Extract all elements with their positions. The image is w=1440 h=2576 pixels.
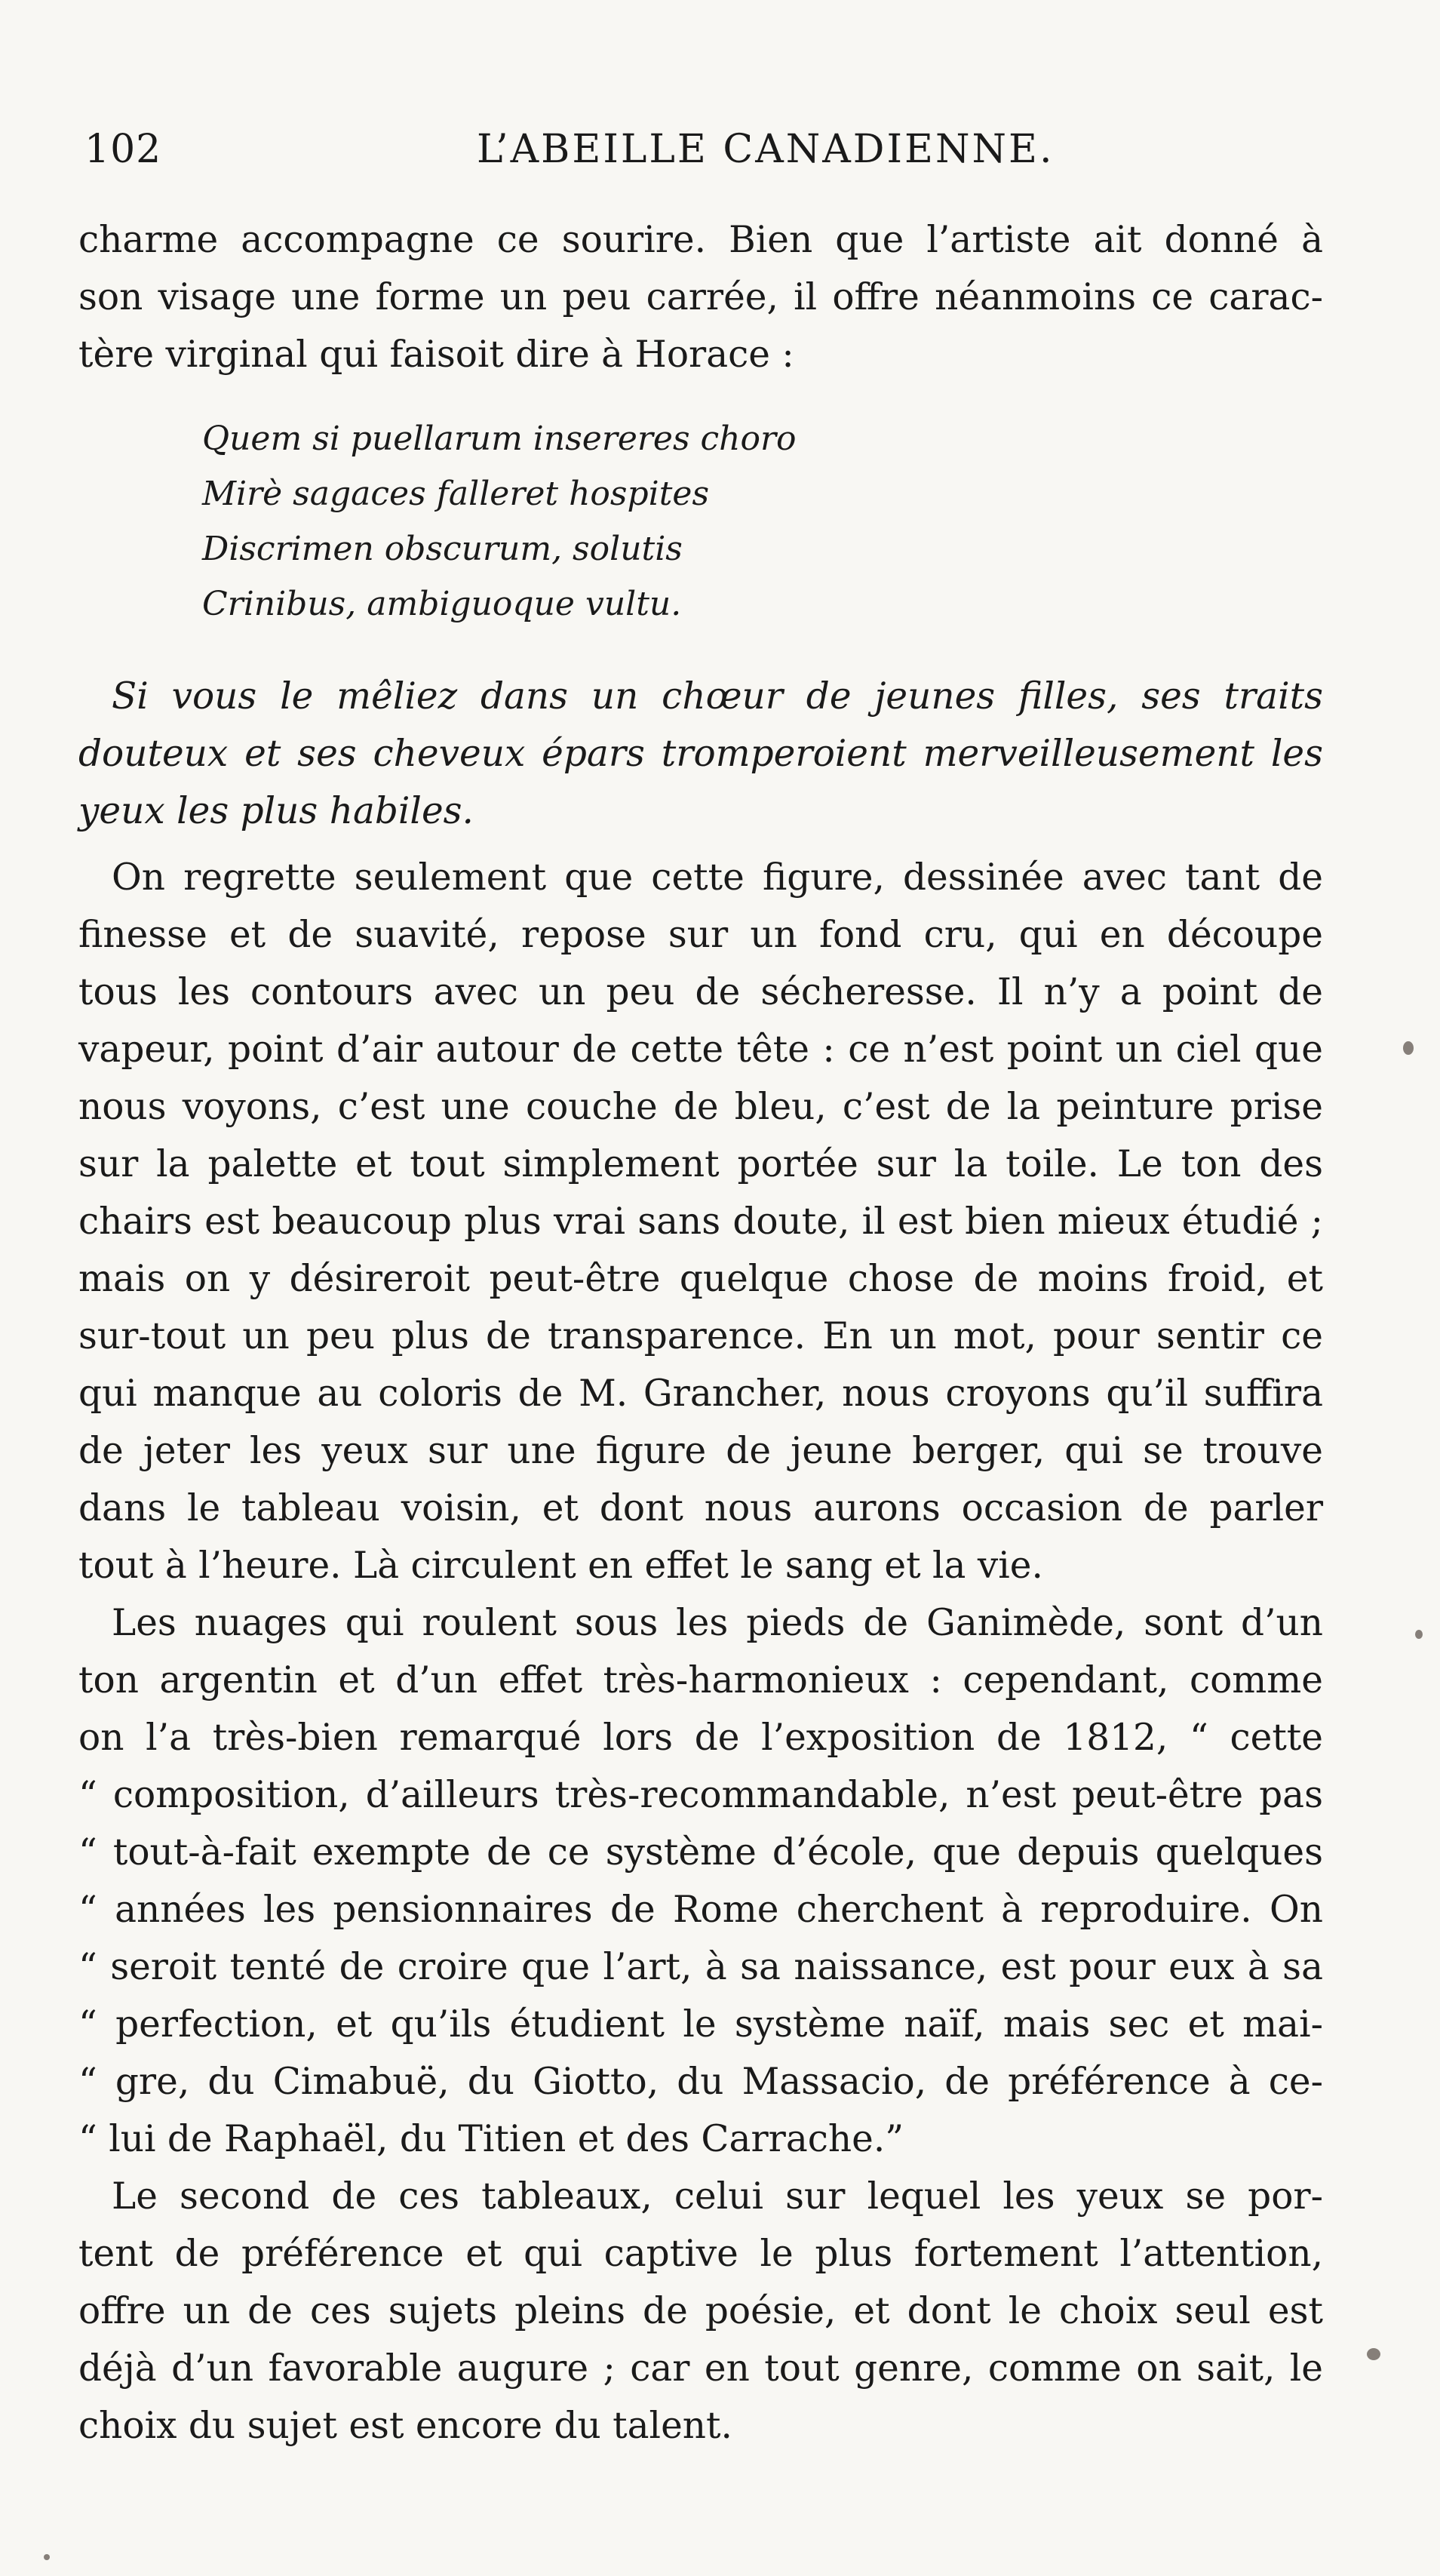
text-line: mais on y désireroit peut-être quelque chose de moins froid, et <box>78 1258 1323 1300</box>
text-line: de jeter les yeux sur une figure de jeune berger, qui se trouve <box>78 1430 1323 1472</box>
text-line: Si vous le mêliez dans un chœur de jeunes filles, ses traits <box>112 675 1323 718</box>
text-line: dans le tableau voisin, et dont nous aurons occasion de parler <box>78 1487 1323 1529</box>
text-line: sur la palette et tout simplement portée sur la toile. Le ton des <box>78 1143 1323 1185</box>
translation-text <box>78 668 1323 840</box>
text-line: chairs est beaucoup plus vrai sans doute, il est bien mieux étudié ; <box>78 1200 1323 1243</box>
text-line: “ gre, du Cimabuë, du Giotto, du Massacio, de préférence à ce- <box>78 2061 1323 2103</box>
main-text <box>78 849 1323 2455</box>
text-line: offre un de ces sujets pleins de poésie, et dont le choix seul est <box>78 2290 1323 2332</box>
latin-quote <box>202 411 1107 632</box>
text-line: son visage une forme un peu carrée, il offre néanmoins ce carac- <box>78 276 1323 318</box>
ink-speck <box>1415 1630 1423 1639</box>
text-line: tous les contours avec un peu de sécheresse. Il n’y a point de <box>78 971 1323 1013</box>
text-line: Les nuages qui roulent sous les pieds de Ganimède, sont d’un <box>112 1602 1323 1644</box>
ink-speck <box>1367 2348 1380 2360</box>
text-line: choix du sujet est encore du talent. <box>78 2405 732 2447</box>
text-line: yeux les plus habiles. <box>78 790 474 832</box>
paragraph-2 <box>78 1594 1323 2168</box>
text-line: On regrette seulement que cette figure, dessinée avec tant de <box>112 856 1323 899</box>
text-line: vapeur, point d’air autour de cette tête : ce n’est point un ciel que <box>78 1028 1323 1071</box>
text-line: tout à l’heure. Là circulent en effet le sang et la vie. <box>78 1545 1043 1587</box>
ink-speck <box>1403 1041 1414 1055</box>
text-line: tent de préférence et qui captive le plus fortement l’attention, <box>78 2233 1323 2275</box>
text-line: tère virginal qui faisoit dire à Horace : <box>78 334 794 376</box>
text-line: “ lui de Raphaël, du Titien et des Carrache.” <box>78 2118 904 2160</box>
text-line: “ tout-à-fait exempte de ce système d’école, que depuis quelques <box>78 1831 1323 1874</box>
text-line: “ perfection, et qu’ils étudient le système naïf, mais sec et mai- <box>78 2003 1323 2046</box>
page-number: 102 <box>84 127 162 172</box>
ink-speck <box>44 2554 50 2560</box>
text-line: “ composition, d’ailleurs très-recommandable, n’est peut-être pas <box>78 1774 1323 1816</box>
text-line: on l’a très-bien remarqué lors de l’exposition de 1812, “ cette <box>78 1717 1323 1759</box>
page-header <box>84 127 1322 187</box>
running-title: L’ABEILLE CANADIENNE. <box>477 127 1055 172</box>
text-line: Le second de ces tableaux, celui sur lequel les yeux se por- <box>112 2175 1323 2218</box>
text-line: charme accompagne ce sourire. Bien que l’artiste ait donné à <box>78 219 1323 261</box>
text-line: ton argentin et d’un effet très-harmonieux : cependant, comme <box>78 1659 1323 1701</box>
text-line: “ années les pensionnaires de Rome cherchent à reproduire. On <box>78 1889 1323 1931</box>
text-line: finesse et de suavité, repose sur un fond cru, qui en découpe <box>78 914 1323 956</box>
text-line: douteux et ses cheveux épars tromperoient merveilleusement les <box>78 733 1323 775</box>
paragraph-3 <box>78 2168 1323 2455</box>
text-line: sur-tout un peu plus de transparence. En un mot, pour sentir ce <box>78 1315 1323 1357</box>
quote-line: Quem si puellarum insereres choro <box>202 420 797 458</box>
quote-line: Crinibus, ambiguoque vultu. <box>202 585 682 623</box>
intro-text <box>78 211 1323 383</box>
text-line: “ seroit tenté de croire que l’art, à sa naissance, est pour eux à sa <box>78 1946 1323 1988</box>
quote-line: Discrimen obscurum, solutis <box>202 530 683 568</box>
quote-line: Mirè sagaces falleret hospites <box>202 475 710 513</box>
text-line: déjà d’un favorable augure ; car en tout genre, comme on sait, le <box>78 2347 1323 2390</box>
text-line: qui manque au coloris de M. Grancher, nous croyons qu’il suffira <box>78 1373 1323 1415</box>
text-line: nous voyons, c’est une couche de bleu, c’est de la peinture prise <box>78 1086 1323 1128</box>
paragraph-1 <box>78 849 1323 1594</box>
